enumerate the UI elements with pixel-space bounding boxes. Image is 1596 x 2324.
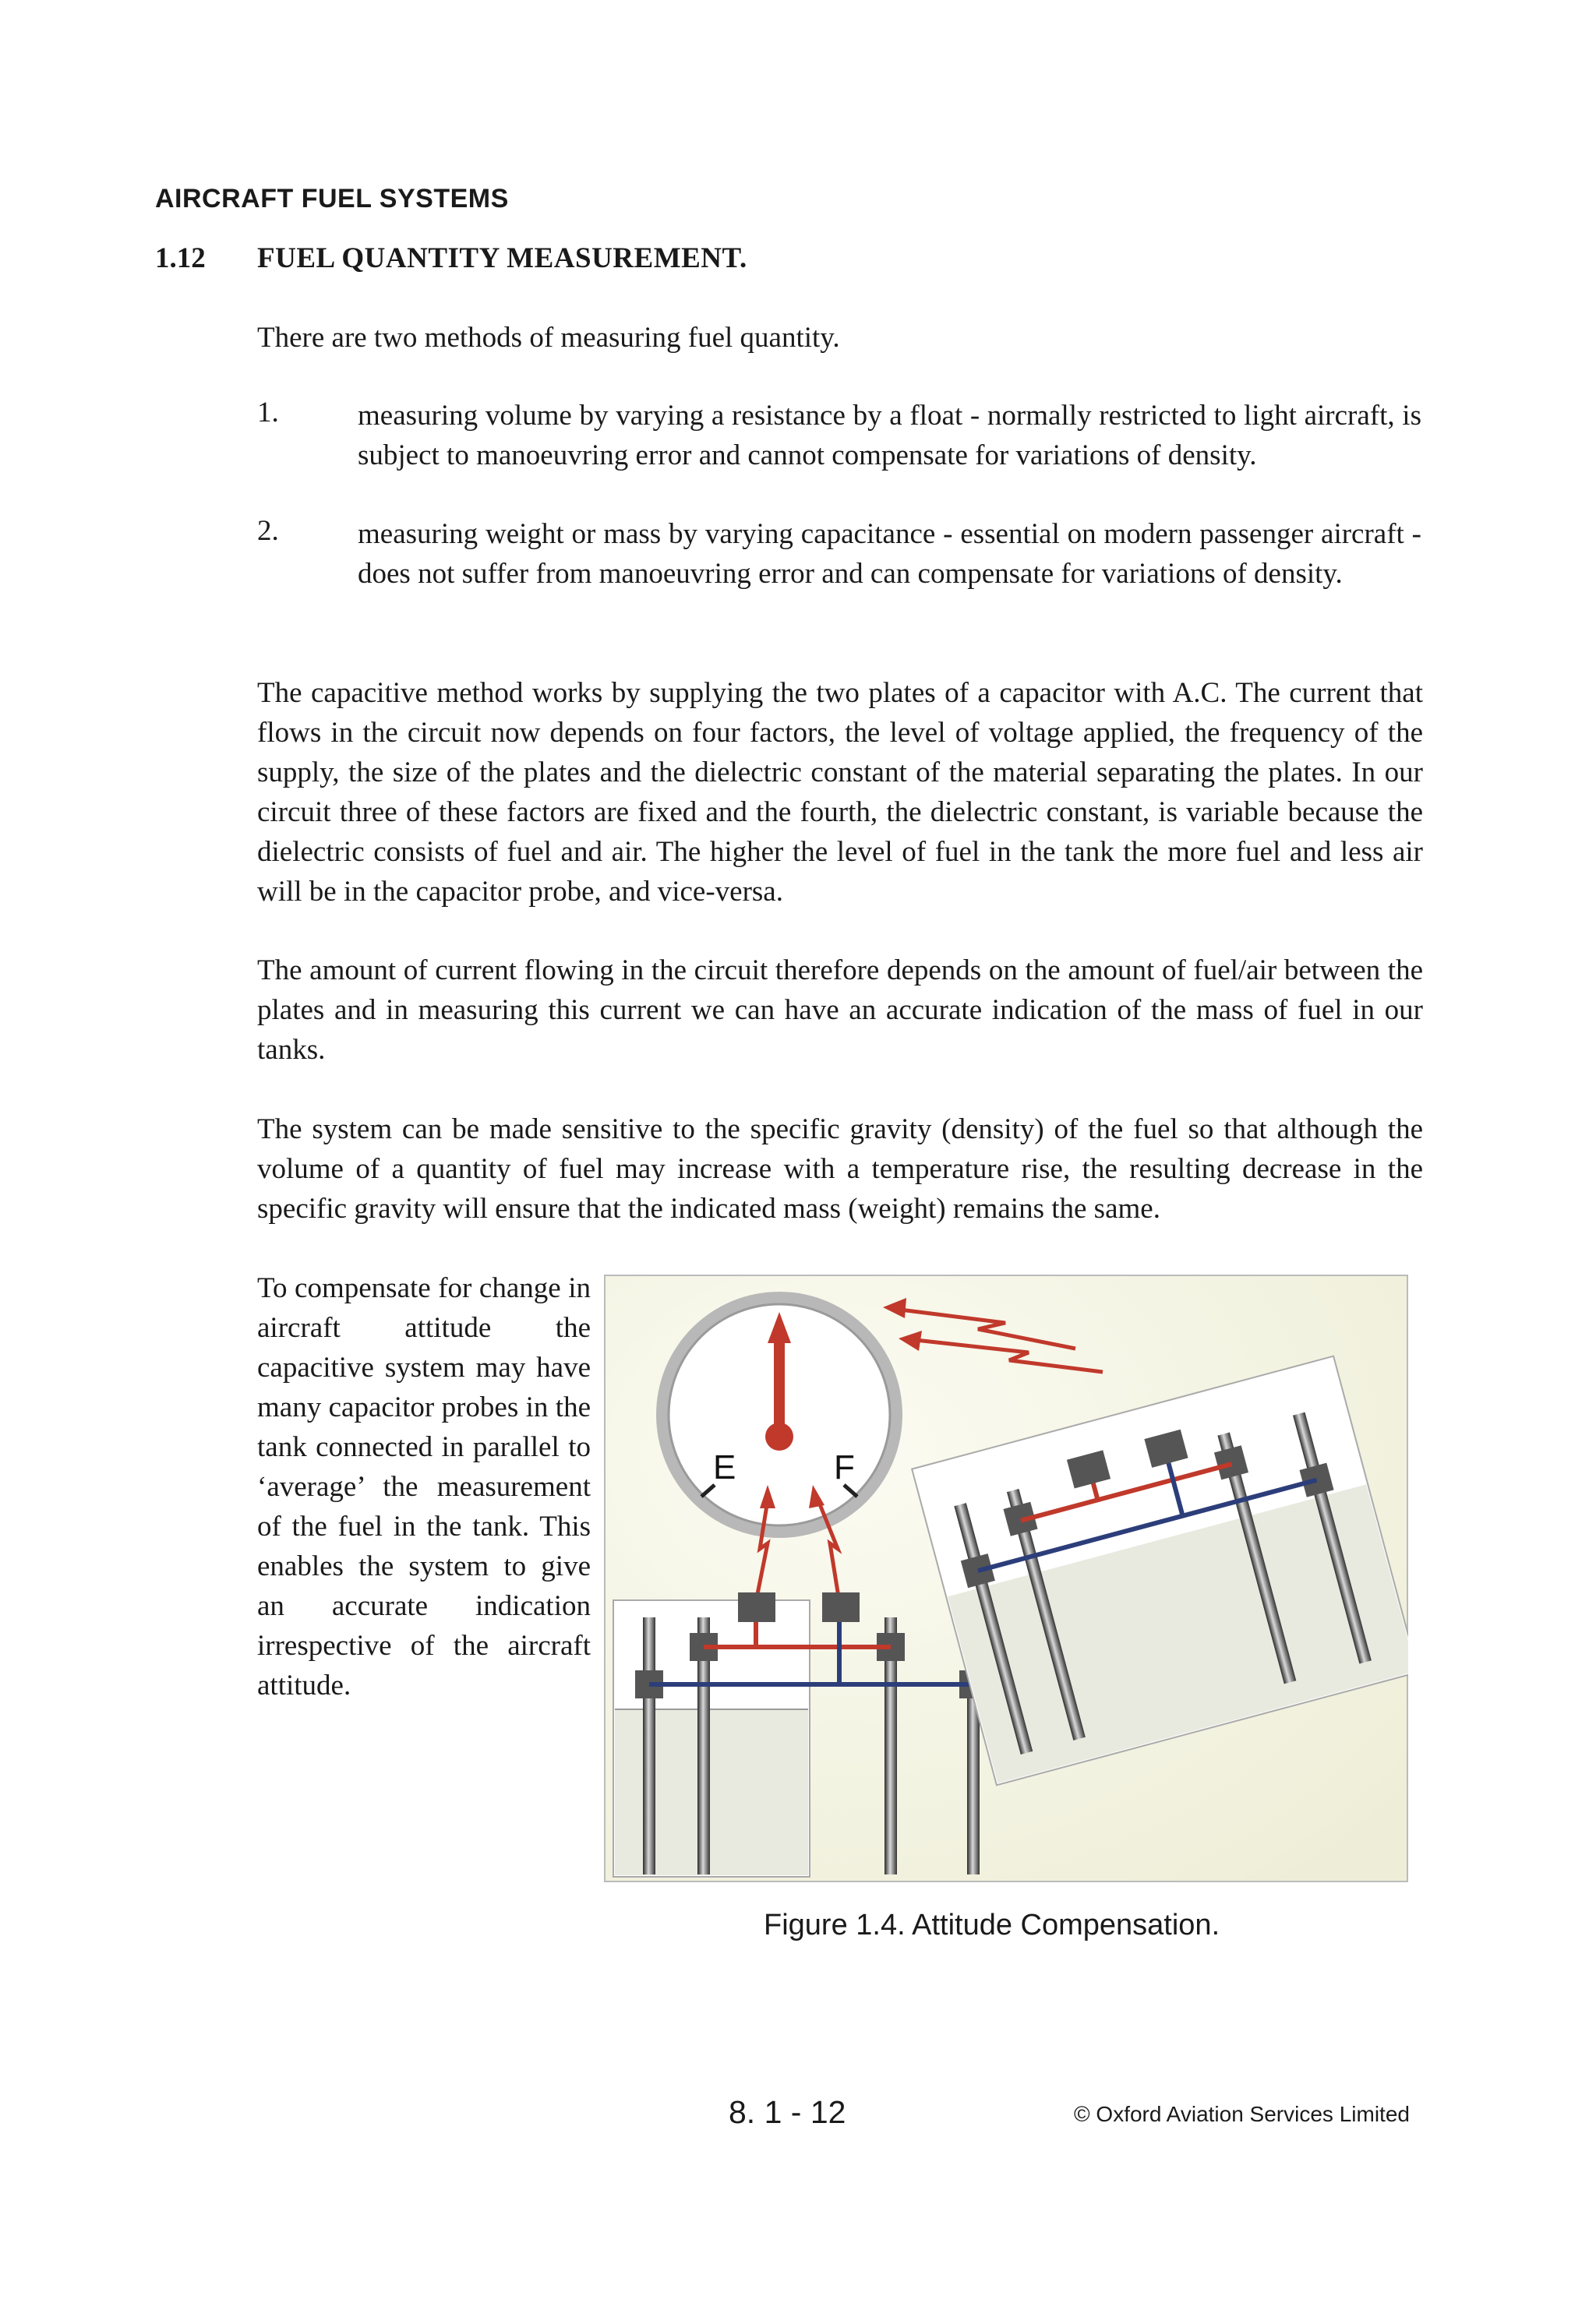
list-item-number: 1.	[257, 397, 279, 428]
current-paragraph: The amount of current flowing in the circuit therefore depends on the amount of fuel/air between the plates and in measuring this current we can have an accurate indication of the mass of fuel in our tanks.	[257, 954, 1423, 1066]
specific-gravity-paragraph: The system can be made sensitive to the specific gravity (density) of the fuel so that although the volume of a quantity of fuel may increase with a temperature rise, the resulting decrease in the specific gravity will ensure that the indicated mass (weight) remains the same.	[257, 1113, 1423, 1225]
attitude-compensation-paragraph: To compensate for change in aircraft attitude the capacitive system may have many capacitor probes in the tank connected in parallel to ‘average’ the measurement of the fuel in the tank. This enables the system to give an accurate indication irrespective of the aircraft attitude.	[257, 1272, 591, 1702]
tank-unit-connector	[822, 1592, 860, 1622]
intro-paragraph: There are two methods of measuring fuel quantity.	[257, 322, 840, 354]
capacitor-probe	[643, 1617, 655, 1874]
gauge-pivot	[765, 1423, 793, 1451]
copyright-notice: © Oxford Aviation Services Limited	[1074, 2102, 1410, 2126]
attitude-compensation-figure	[604, 1275, 1408, 1882]
gauge-full-label: F	[834, 1448, 855, 1486]
gauge-empty-label: E	[713, 1448, 736, 1486]
tank-unit-connector	[738, 1592, 775, 1622]
page-number: 8. 1 - 12	[729, 2094, 846, 2130]
list-item-text: measuring weight or mass by varying capacitance - essential on modern passenger aircraft - does not suffer from manoeuvring error and can compensate for variations of density.	[358, 518, 1421, 590]
section-title: FUEL QUANTITY MEASUREMENT.	[257, 242, 747, 274]
section-number: 1.12	[155, 242, 206, 274]
chapter-header: AIRCRAFT FUEL SYSTEMS	[155, 184, 509, 213]
list-item-text: measuring volume by varying a resistance by a float - normally restricted to light aircraft, is subject to manoeuvring error and cannot compensate for variations of density.	[358, 400, 1421, 471]
capacitive-method-paragraph: The capacitive method works by supplying the two plates of a capacitor with A.C. The current that flows in the circuit now depends on four factors, the level of voltage applied, the frequency of the supply, the size of the plates and the dielectric constant of the material separating the plates. In our circuit three of these factors are fixed and the fourth, the dielectric constant, is variable because the dielectric consists of fuel and air. The higher the level of fuel in the tank the more fuel and less air will be in the capacitor probe, and vice-versa.	[257, 677, 1423, 908]
figure-caption: Figure 1.4. Attitude Compensation.	[764, 1909, 1220, 1941]
list-item-number: 2.	[257, 515, 279, 547]
fuel-gauge	[656, 1292, 902, 1538]
